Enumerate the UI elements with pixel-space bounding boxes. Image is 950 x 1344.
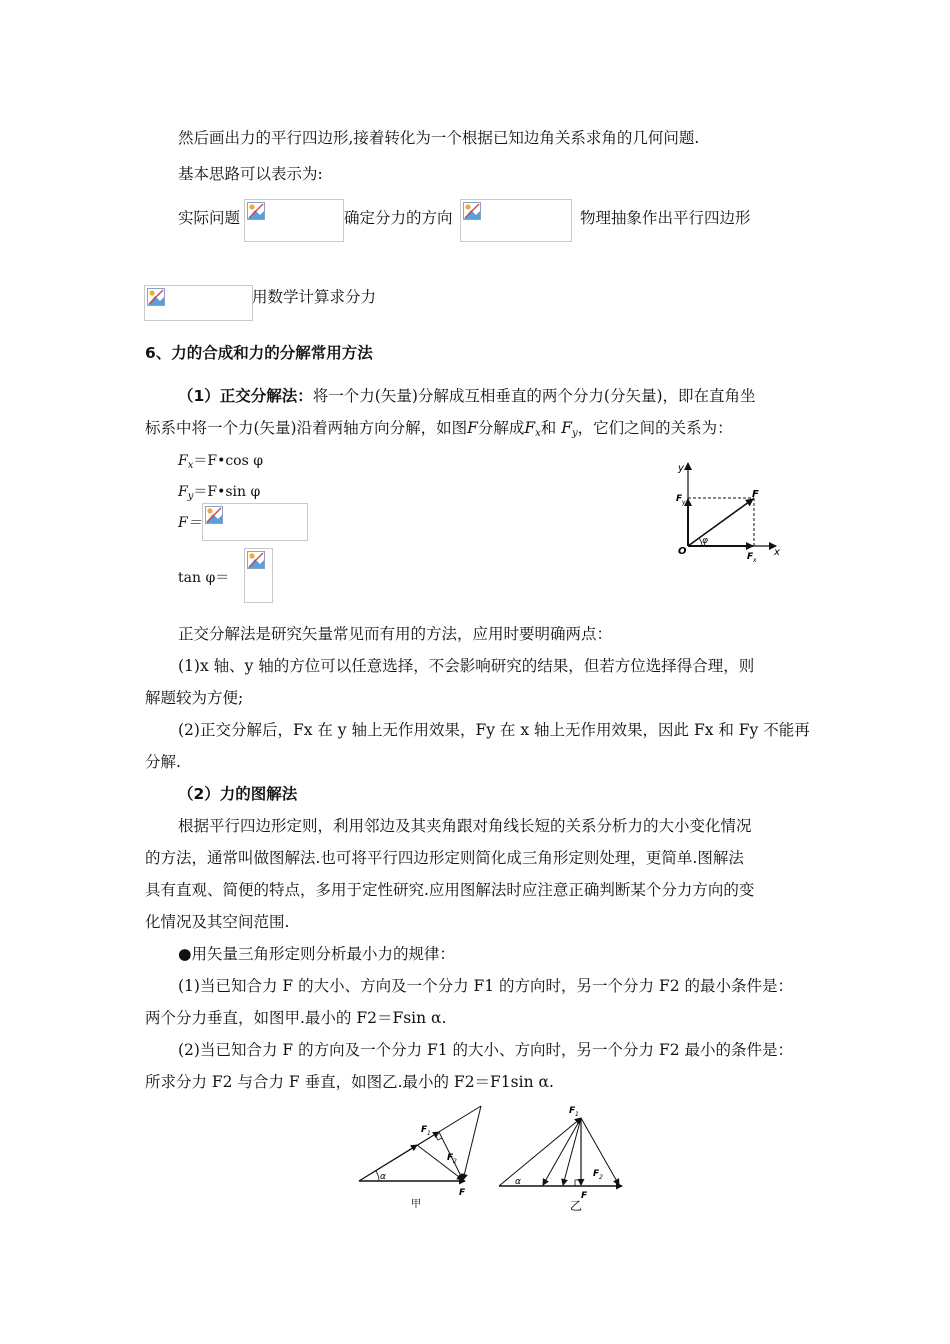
y-axis-label: y [678, 463, 684, 474]
orth-text: ，它们之间的关系为： [577, 419, 733, 437]
paragraph-text: 解题较为方便; [145, 689, 244, 707]
paragraph-text: 具有直观、简便的特点，多用于定性研究.应用图解法时应注意正确判断某个分力方向的变 [145, 881, 755, 899]
phi-label: φ [702, 536, 708, 546]
paragraph-text: 所求分力 F2 与合力 F 垂直，如图乙.最小的 F2＝F1sin α. [145, 1073, 554, 1091]
paragraph-text: 正交分解法是研究矢量常见而有用的方法，应用时要明确两点： [178, 625, 613, 643]
paragraph-text: 根据平行四边形定则，利用邻边及其夹角跟对角线长短的关系分析力的大小变化情况 [178, 817, 752, 835]
equation-body: ＝F•cos φ [193, 453, 264, 469]
flow-step-4: 用数学计算求分力 [252, 288, 377, 306]
paragraph-text: 分解. [145, 753, 181, 771]
paragraph-text: (1)当已知合力 F 的大小、方向及一个分力 F1 的方向时，另一个分力 F2 的最小条件是： [178, 977, 794, 995]
subscript: x [187, 460, 194, 471]
paragraph-text: (1)x 轴、y 轴的方位可以任意选择，不会影响研究的结果，但若方位选择得合理，则 [178, 657, 755, 675]
orth-heading: （1）正交分解法： [178, 387, 313, 405]
figure-jia [355, 1100, 495, 1212]
symbol-Fy: F [561, 419, 573, 437]
paragraph-text: 的方法，通常叫做图解法.也可将平行四边形定则简化成三角形定则处理，更简单.图解法 [145, 849, 744, 867]
arrow-image-placeholder [244, 199, 344, 242]
symbol-F: F [467, 419, 478, 437]
broken-image-icon [463, 202, 481, 220]
Fx-subscript: x [753, 557, 757, 564]
F-label: F [752, 489, 759, 500]
flow-step-3: 物理抽象作出平行四边形 [580, 209, 751, 227]
symbol-Fy: F [178, 484, 188, 500]
vector-F1 [499, 1118, 581, 1186]
origin-label: O [678, 546, 687, 557]
x-axis-label: x [774, 547, 780, 558]
right-angle-mark [575, 1180, 581, 1186]
paragraph-text: 化情况及其空间范围. [145, 913, 290, 931]
orth-line-2 [145, 418, 733, 444]
figure-caption: 乙 [570, 1199, 583, 1212]
symbol-Fx: F [524, 419, 536, 437]
F2-label: F [447, 1153, 454, 1163]
paragraph-text: 两个分力垂直，如图甲.最小的 F2＝Fsin α. [145, 1009, 447, 1027]
orth-text: 标系中将一个力(矢量)沿着两轴方向分解，如图 [145, 419, 468, 437]
orthogonal-decomposition-figure [668, 455, 786, 567]
broken-image-icon [147, 288, 165, 306]
vector-F [688, 499, 753, 546]
equation-fx [178, 451, 263, 476]
paragraph-text: (2)当已知合力 F 的方向及一个分力 F1 的大小、方向时，另一个分力 F2 最小的条件是： [178, 1041, 794, 1059]
F1-label: F [569, 1106, 576, 1116]
equation-f: F＝ [178, 515, 202, 531]
formula-image-placeholder [202, 503, 308, 541]
Fy-label: F [676, 494, 683, 504]
formula-image-placeholder [244, 548, 273, 603]
figure-yi [495, 1100, 630, 1212]
orth-text: 和 [540, 419, 557, 437]
vector-F2 [543, 1118, 581, 1185]
arrow-image-placeholder [460, 199, 572, 242]
Fx-label: F [747, 552, 754, 562]
broken-image-icon [247, 202, 265, 220]
alpha-label: α [380, 1172, 386, 1182]
subscript: y [187, 491, 194, 502]
flow-step-1: 实际问题 [178, 209, 241, 227]
subscript: x [535, 428, 541, 439]
rule-title: ●用矢量三角形定则分析最小力的规律： [178, 945, 456, 963]
F-label: F [459, 1188, 466, 1198]
F1-subscript: 1 [575, 1111, 579, 1118]
F2-subscript: 2 [453, 1158, 457, 1165]
F1-subscript: 1 [427, 1130, 431, 1137]
section-title: 6、力的合成和力的分解常用方法 [145, 344, 373, 362]
arrow-image-placeholder [144, 285, 253, 321]
broken-image-icon [205, 506, 223, 524]
paragraph-text: 然后画出力的平行四边形,接着转化为一个根据已知边角关系求角的几何问题. [178, 129, 700, 147]
Fy-subscript: y [682, 499, 686, 506]
F2-label: F [593, 1169, 600, 1179]
orth-text: 将一个力(矢量)分解成互相垂直的两个分力(分矢量)，即在直角坐 [312, 387, 756, 405]
vector-F2 [563, 1118, 581, 1185]
equation-body: ＝F•sin φ [193, 484, 261, 500]
F-label: F [581, 1191, 588, 1201]
subscript: y [572, 428, 578, 439]
paragraph-text: 基本思路可以表示为: [178, 165, 323, 183]
alpha-label: α [515, 1177, 521, 1187]
angle-arc [376, 1171, 379, 1181]
symbol-Fx: F [178, 453, 188, 469]
paragraph-text: (2)正交分解后，Fx 在 y 轴上无作用效果，Fy 在 x 轴上无作用效果，因此 Fx 和 Fy 不能再 [178, 721, 810, 739]
vector-F2 [463, 1106, 481, 1180]
orth-text: 分解成 [477, 419, 525, 437]
vector-F1 [359, 1132, 439, 1181]
section-heading: （2）力的图解法 [178, 785, 298, 803]
equation-tan: tan φ＝ [178, 570, 230, 586]
broken-image-icon [247, 551, 265, 569]
F2-subscript: 2 [599, 1174, 603, 1181]
figure-caption: 甲 [411, 1199, 421, 1210]
flow-step-2: 确定分力的方向 [344, 209, 453, 227]
orth-line-1 [178, 386, 756, 406]
F1-label: F [421, 1125, 428, 1135]
